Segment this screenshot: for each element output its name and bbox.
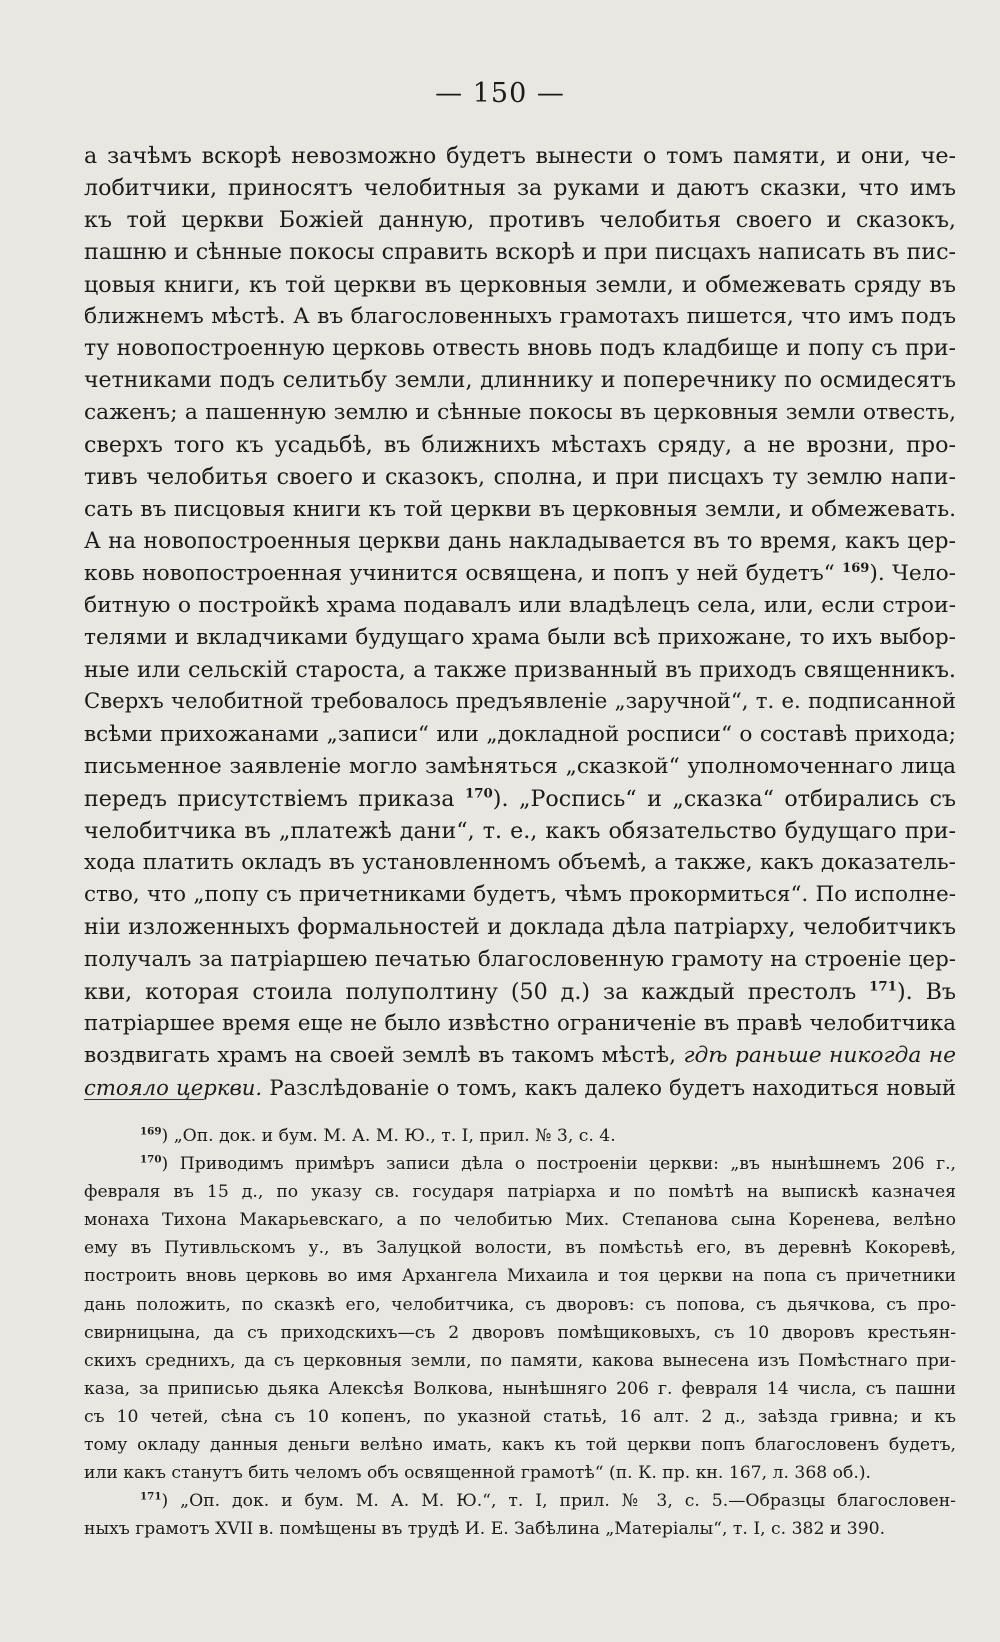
italic-segment: гдѣ раньше никогда не [683, 1042, 956, 1068]
footnote-number: 169 [140, 1125, 162, 1138]
text-line: цовыя книги, къ той церкви въ церковныя земли, и обмежевать сряду въ [84, 271, 956, 298]
footnote-line: каза, за приписью дьяка Алексѣя Волкова, нынѣшняго 206 г. февраля 14 числа, съ пашни [84, 1378, 956, 1399]
footnote-line: тому окладу данныя деньги велѣно имать, какъ къ той церкви попъ благословенъ будетъ, [84, 1435, 956, 1456]
text-line [84, 558, 956, 590]
footnote-line: дань положить, по сказкѣ его, челобитчика, съ дворовъ: съ попова, съ дьячкова, съ про- [84, 1294, 956, 1315]
text-line: битную о постройкѣ храма подавалъ или владѣлецъ села, или, если строи- [84, 592, 956, 618]
text-line: четниками подъ селитьбу земли, длиннику и поперечнику по осмидесятъ [84, 367, 956, 393]
footnote-ref-171[interactable]: 171 [869, 978, 897, 995]
footnotes [84, 1122, 956, 1543]
footnote-line: свирницына, да съ приходскихъ—съ 2 дворовъ помѣщиковыхъ, съ 10 дворовъ крестьян- [84, 1322, 956, 1343]
text-line [84, 1072, 956, 1104]
text-line: ные или сельскій староста, а также призванный въ приходъ священникъ. [84, 657, 956, 684]
footnote-169 [84, 1122, 956, 1150]
text-segment: кви, которая стоила полуполтину (50 д.) за каждый престолъ [84, 978, 870, 1005]
text-line [84, 976, 956, 1008]
text-line: Сверхъ челобитной требовалось предъявленіе „заручной“, т. е. подписанной [84, 689, 956, 715]
text-line: хода платить окладъ въ установленномъ объемѣ, а также, какъ доказатель- [84, 850, 956, 876]
footnote-number: 171 [140, 1490, 162, 1503]
footnote-ref-170[interactable]: 170 [465, 785, 493, 802]
text-line: пашню и сѣнные покосы справить вскорѣ и при писцахъ написать въ пис- [84, 239, 956, 266]
text-line [84, 1040, 956, 1072]
page-number: — 150 — [435, 78, 565, 109]
text-segment: воздвигать храмъ на своей землѣ въ такомъ мѣстѣ, [84, 1042, 684, 1068]
text-line: а зачѣмъ вскорѣ невозможно будетъ вынести о томъ памяти, и они, че- [84, 143, 956, 169]
text-line: сать въ писцовыя книги къ той церкви въ церковныя земли, и обмежевать. [84, 496, 956, 522]
footnote-line: или какъ станутъ бить челомъ объ освященной грамотѣ“ (п. К. пр. кн. 167, л. 368 об.). [84, 1463, 871, 1484]
footnote-text: ) „Оп. док. и бум. М. А. М. Ю., т. I, прил. № 3, с. 4. [161, 1126, 616, 1146]
footnote-line: съ 10 четей, сѣна съ 10 копенъ, по указной статьѣ, 16 алт. 2 д., заѣзда гривна; и къ [84, 1406, 956, 1427]
footnote-ref-169[interactable]: 169 [842, 560, 870, 576]
text-line: патріаршее время еще не было извѣстно ограниченіе въ правѣ челобитчика [84, 1010, 956, 1036]
text-line: къ той церкви Божіей данную, противъ челобитья своего и сказокъ, [84, 207, 956, 234]
footnote-line: ныхъ грамотъ XVII в. помѣщены въ трудѣ И. Е. Забѣлина „Матеріалы“, т. I, с. 382 и 390. [84, 1519, 886, 1540]
text-segment: ковь новопостроенная учинится освящена, и попъ у ней будетъ“ [84, 560, 843, 586]
main-text [84, 140, 956, 1104]
footnote-divider [84, 1099, 204, 1100]
footnote-text: ) „Оп. док. и бум. М. А. М. Ю.“, т. I, прил. № 3, с. 5.—Образцы благословен- [161, 1491, 956, 1512]
text-line: письменное заявленіе могло замѣняться „сказкой“ уполномоченнаго лица [84, 753, 956, 779]
text-line: ближнемъ мѣстѣ. А въ благословенныхъ грамотахъ пишется, что имъ подъ [84, 303, 956, 329]
text-segment: передъ присутствіемъ приказа [84, 785, 465, 812]
text-line: телями и вкладчиками будущаго храма были всѣ прихожане, то ихъ выбор- [84, 625, 956, 651]
text-line: получалъ за патріаршею печатью благословенную грамоту на строеніе цер- [84, 946, 956, 972]
footnote-number: 170 [140, 1153, 162, 1166]
footnote-170 [84, 1150, 956, 1178]
footnote-line: монаха Тихона Макарьевскаго, а по челобитью Мих. Степанова сына Коренева, велѣно [84, 1210, 956, 1231]
italic-segment: стояло церкви. [84, 1075, 270, 1101]
footnote-text: ) Приводимъ примѣръ записи дѣла о построеніи церкви: „въ нынѣшнемъ 206 г., [161, 1154, 956, 1175]
text-line: ство, что „попу съ причетниками будетъ, чѣмъ прокормиться“. По исполне- [84, 882, 956, 908]
footnote-line: ему въ Путивльскомъ у., въ Залуцкой волости, въ помѣстьѣ его, въ деревнѣ Кокоревѣ, [84, 1238, 956, 1259]
text-line: всѣми прихожанами „записи“ или „докладной росписи“ о составѣ прихода; [84, 721, 956, 747]
text-line: ту новопостроенную церковь отвесть вновь подъ кладбище и попу съ при- [84, 335, 956, 361]
footnote-171 [84, 1487, 956, 1515]
text-line: тивъ челобитья своего и сказокъ, сполна, и при писцахъ ту землю напи- [84, 464, 956, 491]
text-segment: ). Чело- [869, 560, 956, 586]
text-line: лобитчики, приносятъ челобитныя за руками и даютъ сказки, что имъ [84, 175, 956, 202]
text-segment: Разслѣдованіе о томъ, какъ далеко будетъ находиться новый [269, 1075, 957, 1101]
text-line [84, 783, 956, 815]
text-line: А на новопостроенныя церкви дань накладывается въ то время, какъ цер- [84, 528, 956, 554]
text-segment: ). Въ [896, 978, 957, 1005]
text-line: саженъ; а пашенную землю и сѣнные покосы въ церковныя земли отвесть, [84, 400, 956, 426]
footnote-line: построить вновь церковь во имя Архангела Михаила и тоя церкви на попа съ причетники [84, 1266, 956, 1287]
text-line: челобитчика въ „платежѣ дани“, т. е., какъ обязательство будущаго при- [84, 817, 956, 844]
text-segment: ). „Роспись“ и „сказка“ отбирались съ [492, 785, 956, 812]
text-line: сверхъ того къ усадьбѣ, въ ближнихъ мѣстахъ сряду, а не врозни, про- [84, 432, 956, 459]
text-line: ніи изложенныхъ формальностей и доклада дѣла патріарху, челобитчикъ [84, 914, 956, 941]
footnote-line: скихъ среднихъ, да съ церковныя земли, по памяти, какова вынесена изъ Помѣстнаго при- [84, 1350, 956, 1371]
footnote-line: февраля въ 15 д., по указу св. государя патріарха и по помѣтѣ на выпискѣ казначея [84, 1182, 956, 1203]
